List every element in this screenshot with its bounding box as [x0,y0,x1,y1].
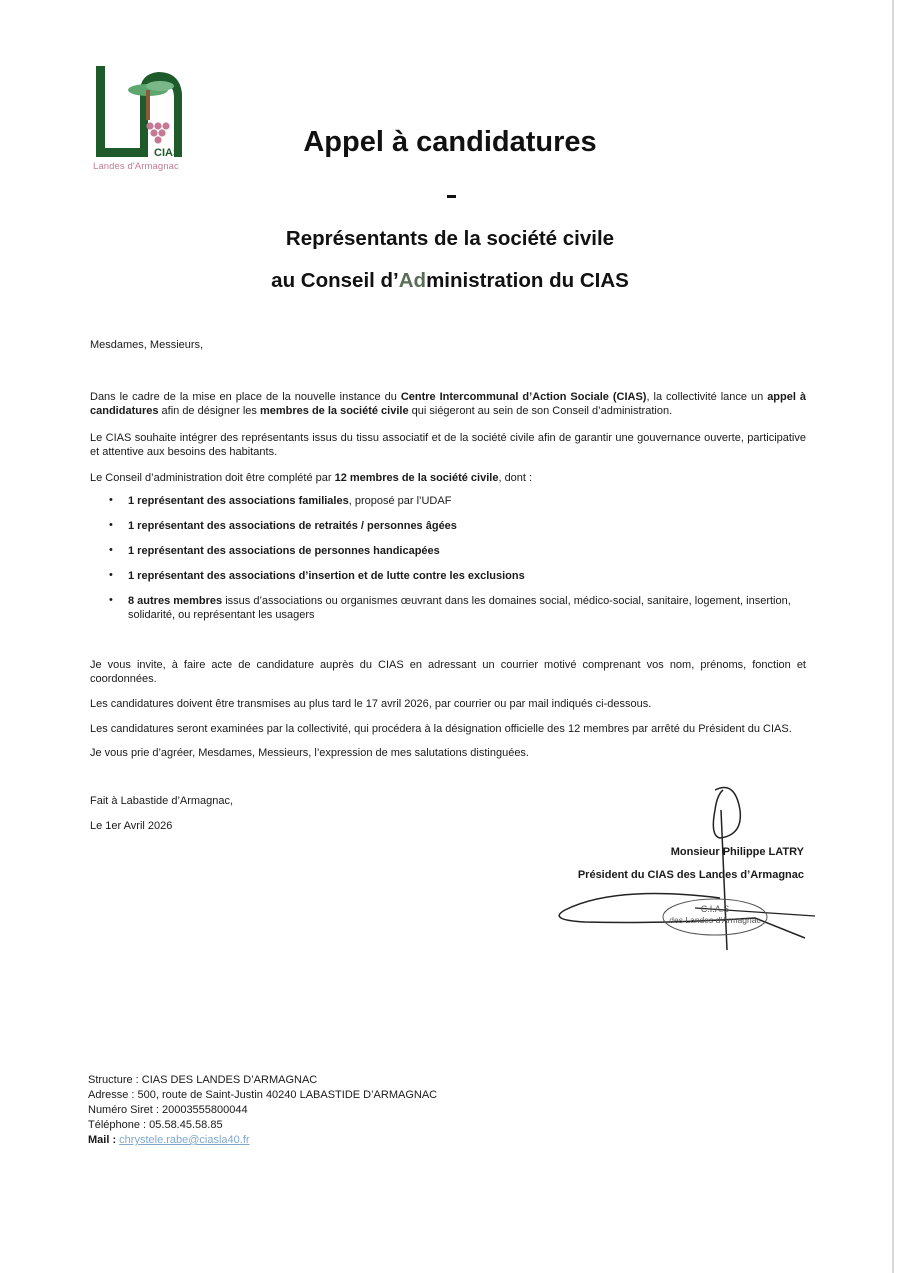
bullet-dot: • [109,494,113,506]
signatory-role: Président du CIAS des Landes d’Armagnac [577,869,804,881]
bullet-item: 8 autres membres issus d’associations ou organismes œuvrant dans les domaines social, médico-social, sanitaire, logement, insertion, solidarité, ou représentant les usagers [128,595,791,621]
logo-subtitle: Landes d'Armagnac [93,161,179,172]
paragraph-1: Dans le cadre de la mise en place de la nouvelle instance du Centre Intercommunal d’Action Sociale (CIAS), la collectivité lance un appel à candidatures afin de désigner les membres de la société civile qui siégeront au sein de son Conseil d’administration. [90,391,806,417]
bullet-dot: • [109,519,113,531]
paragraph-3: Le Conseil d’administration doit être complété par 12 membres de la société civile, dont : [90,472,533,484]
footer-address: Adresse : 500, route de Saint-Justin 40240 LABASTIDE D’ARMAGNAC [88,1089,438,1101]
bullet-dot: • [109,594,113,606]
bullet-item: 1 représentant des associations familiales, proposé par l’UDAF [128,495,452,507]
paragraph-6: Les candidatures seront examinées par la collectivité, qui procédera à la désignation officielle des 12 membres par arrêté du Président du CIAS. [90,723,792,735]
paragraph-4: Je vous invite, à faire acte de candidature auprès du CIAS en adressant un courrier motivé comprenant vos nom, prénoms, fonction et coordonnées. [90,659,806,685]
bullet-dot: • [109,544,113,556]
page-title: Appel à candidatures [303,126,597,158]
signatory-name: Monsieur Philippe LATRY [670,846,804,858]
bullet-item: 1 représentant des associations d’insertion et de lutte contre les exclusions [128,570,525,582]
paragraph-2: Le CIAS souhaite intégrer des représentants issus du tissu associatif et de la société civile afin de garantir une gouvernance ouverte, participative et attentive aux besoins des habitants. [90,432,806,458]
footer-siret: Numéro Siret : 20003555800044 [88,1104,248,1116]
bullet-item: 1 représentant des associations de personnes handicapées [128,545,440,557]
stamp-line-2: des Landes d'Armagnac [669,915,761,925]
footer-structure: Structure : CIAS DES LANDES D’ARMAGNAC [88,1074,318,1086]
subtitle-line-2: au Conseil d’Administration du CIAS [271,269,629,292]
footer-mail: Mail : chrystele.rabe@ciasla40.fr [88,1134,250,1146]
page-edge [892,0,894,1273]
paragraph-5: Les candidatures doivent être transmises au plus tard le 17 avril 2026, par courrier ou par mail indiqués ci-dessous. [90,698,652,710]
signature-stamp [545,780,825,955]
title-separator [447,195,456,198]
bullet-dot: • [109,569,113,581]
closing-place: Fait à Labastide d’Armagnac, [90,795,234,807]
paragraph-7: Je vous prie d’agréer, Mesdames, Messieurs, l’expression de mes salutations distinguées. [90,747,529,759]
closing-date: Le 1er Avril 2026 [90,820,173,832]
subtitle-line-1: Représentants de la société civile [285,227,615,250]
footer-phone: Téléphone : 05.58.45.58.85 [88,1119,223,1131]
salutation: Mesdames, Messieurs, [90,339,204,351]
stamp-line-1: C.I.A.S [700,904,730,914]
logo-letters: CIAS [154,147,181,159]
mail-link[interactable]: chrystele.rabe@ciasla40.fr [119,1134,250,1146]
bullet-item: 1 représentant des associations de retraités / personnes âgées [128,520,457,532]
